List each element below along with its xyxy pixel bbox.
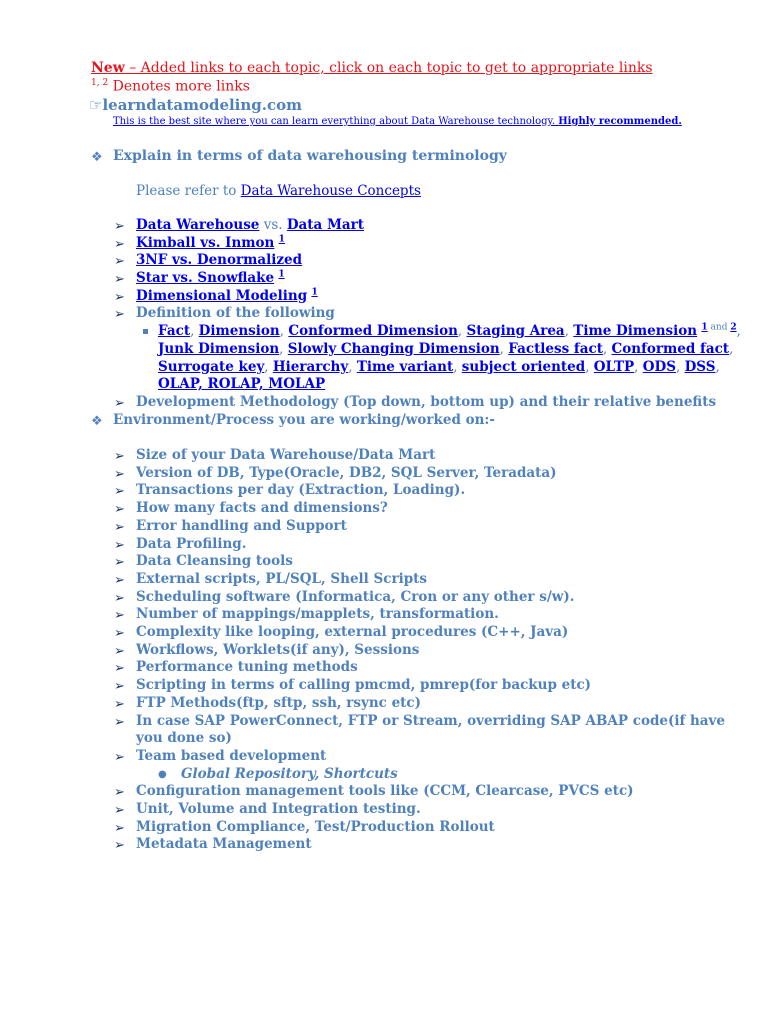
time-variant-link[interactable]: Time variant [356, 359, 454, 375]
list-item: Team based development [136, 747, 327, 764]
list-item: Scheduling software (Informatica, Cron or any other s/w). [136, 588, 575, 605]
list-item: FTP Methods(ftp, sftp, ssh, rsync etc) [136, 694, 422, 711]
list-item [136, 252, 302, 268]
arrow-bullet-icon: ➢ [114, 537, 125, 553]
more-links-note [91, 78, 250, 95]
section2-title: Environment/Process you are working/worked on:- [113, 412, 495, 428]
arrow-bullet-icon: ➢ [114, 555, 125, 571]
list-item: Size of your Data Warehouse/Data Mart [136, 447, 436, 463]
kimball-inmon-link[interactable]: Kimball vs. Inmon [136, 235, 275, 251]
olap-link[interactable]: OLAP, ROLAP, MOLAP [158, 376, 326, 392]
round-bullet-icon: ● [158, 768, 167, 780]
arrow-bullet-icon: ➢ [114, 254, 125, 269]
list-item: Performance tuning methods [136, 659, 358, 676]
dw-concepts-link[interactable]: Data Warehouse Concepts [240, 183, 421, 199]
diamond-bullet-icon: ❖ [91, 414, 103, 429]
time-dimension-link[interactable]: Time Dimension [573, 323, 698, 339]
arrow-bullet-icon: ➢ [114, 219, 125, 234]
arrow-bullet-icon: ➢ [114, 803, 125, 818]
list-item: Configuration management tools like (CCM, Clearcase, PVCS etc) [136, 783, 634, 800]
list-item [136, 235, 285, 251]
list-item: How many facts and dimensions? [136, 500, 388, 517]
junk-dimension-link[interactable]: Junk Dimension [158, 341, 280, 357]
terms-line-4 [158, 376, 325, 392]
list-item [136, 270, 285, 286]
vs-text: vs. [259, 217, 287, 233]
list-item: In case SAP PowerConnect, FTP or Stream, overriding SAP ABAP code(if have [136, 712, 725, 729]
more-links-marker: 1, 2 [91, 78, 109, 88]
factless-fact-link[interactable]: Factless fact [508, 341, 603, 357]
arrow-bullet-icon: ➢ [114, 820, 125, 836]
development-methodology: Development Methodology (Top down, bottom up) and their relative benefits [136, 394, 717, 410]
list-item: Unit, Volume and Integration testing. [136, 801, 421, 817]
list-item: Migration Compliance, Test/Production Rollout [136, 818, 495, 835]
arrow-bullet-icon: ➢ [114, 307, 125, 322]
kimball-more-link[interactable]: 1 [278, 234, 285, 245]
dimensional-modeling-link[interactable]: Dimensional Modeling [136, 288, 308, 304]
time-dim-more-link-2[interactable]: 2 [730, 322, 737, 333]
list-item: Metadata Management [136, 836, 312, 853]
site-desc-text[interactable]: This is the best site where you can learn everything about Data Warehouse technology. [113, 116, 559, 127]
surrogate-key-link[interactable]: Surrogate key [158, 359, 265, 375]
subject-oriented-link[interactable]: subject oriented [461, 359, 586, 375]
arrow-bullet-icon: ➢ [114, 696, 125, 712]
site-line [89, 96, 302, 114]
arrow-bullet-icon: ➢ [114, 749, 125, 765]
site-reco-text[interactable]: Highly recommended. [558, 116, 682, 127]
list-item: Data Cleansing tools [136, 553, 293, 570]
section1-title: Explain in terms of data warehousing terminology [113, 148, 507, 164]
arrow-bullet-icon: ➢ [114, 572, 125, 588]
conformed-fact-link[interactable]: Conformed fact [611, 341, 730, 357]
arrow-bullet-icon: ➢ [114, 785, 125, 801]
dss-link[interactable]: DSS [684, 359, 716, 375]
list-item: Error handling and Support [136, 517, 347, 534]
data-warehouse-link[interactable]: Data Warehouse [136, 217, 260, 233]
list-item: you done so) [136, 730, 232, 747]
and-text: and [707, 322, 731, 333]
list-item: Workflows, Worklets(if any), Sessions [136, 641, 420, 658]
scd-link[interactable]: Slowly Changing Dimension [287, 341, 500, 357]
list-item [136, 288, 318, 304]
list-item: External scripts, PL/SQL, Shell Scripts [136, 570, 427, 587]
arrow-bullet-icon: ➢ [114, 838, 125, 854]
refer-text: Please refer to [136, 183, 241, 199]
arrow-bullet-icon: ➢ [114, 714, 125, 730]
new-notice-text: – Added links to each topic, click on each topic to get to appropriate links [124, 60, 653, 76]
list-item: Data Profiling. [136, 535, 247, 552]
more-links-text: Denotes more links [108, 78, 250, 95]
fact-link[interactable]: Fact [158, 323, 191, 339]
arrow-bullet-icon: ➢ [114, 449, 125, 464]
star-snowflake-link[interactable]: Star vs. Snowflake [136, 270, 275, 286]
arrow-bullet-icon: ➢ [114, 237, 125, 252]
square-bullet-icon [143, 329, 148, 334]
list-item: Global Repository, Shortcuts [181, 765, 398, 782]
pointing-hand-icon: ☞ [89, 96, 103, 114]
new-label: New [91, 60, 125, 76]
ods-link[interactable]: ODS [642, 359, 676, 375]
list-item [136, 217, 364, 233]
time-dim-more-link-1[interactable]: 1 [701, 322, 708, 333]
list-item: Version of DB, Type(Oracle, DB2, SQL Server, Teradata) [136, 464, 557, 481]
refer-line [136, 183, 421, 199]
site-name-link[interactable]: learndatamodeling.com [102, 96, 303, 114]
arrow-bullet-icon: ➢ [114, 519, 125, 535]
arrow-bullet-icon: ➢ [114, 661, 125, 677]
data-mart-link[interactable]: Data Mart [286, 217, 365, 233]
arrow-bullet-icon: ➢ [114, 608, 125, 624]
star-more-link[interactable]: 1 [278, 269, 285, 280]
arrow-bullet-icon: ➢ [114, 466, 125, 482]
arrow-bullet-icon: ➢ [114, 502, 125, 518]
arrow-bullet-icon: ➢ [114, 679, 125, 695]
oltp-link[interactable]: OLTP [593, 359, 635, 375]
arrow-bullet-icon: ➢ [114, 396, 125, 411]
site-description [113, 116, 682, 127]
arrow-bullet-icon: ➢ [114, 290, 125, 305]
list-item: Transactions per day (Extraction, Loading). [136, 482, 466, 499]
list-item: Scripting in terms of calling pmcmd, pmrep(for backup etc) [136, 677, 592, 694]
arrow-bullet-icon: ➢ [114, 484, 125, 500]
terms-line-2: Junk Dimension, Slowly Changing Dimension, Factless fact, Conformed fact, [158, 341, 734, 357]
conformed-dimension-link[interactable]: Conformed Dimension [288, 323, 458, 339]
arrow-bullet-icon: ➢ [114, 643, 125, 659]
diamond-bullet-icon: ❖ [91, 150, 103, 165]
arrow-bullet-icon: ➢ [114, 626, 125, 641]
dim-more-link[interactable]: 1 [311, 287, 318, 298]
dimension-link[interactable]: Dimension [198, 323, 280, 339]
hierarchy-link[interactable]: Hierarchy [272, 359, 349, 375]
arrow-bullet-icon: ➢ [114, 590, 125, 606]
list-item: Number of mappings/mapplets, transformation. [136, 606, 499, 623]
staging-area-link[interactable]: Staging Area [466, 323, 565, 339]
terms-line-3: Surrogate key, Hierarchy, Time variant, subject oriented, OLTP, ODS, DSS, [158, 359, 720, 375]
definition-heading: Definition of the following [136, 305, 335, 321]
terms-line-1: Fact, Dimension, Conformed Dimension, Staging Area, Time Dimension $^1$ $^{and}$ $^2$, [158, 322, 741, 339]
list-item: Complexity like looping, external procedures (C++, Java) [136, 624, 569, 640]
arrow-bullet-icon: ➢ [114, 272, 125, 287]
3nf-denormalized-link[interactable]: 3NF vs. Denormalized [136, 252, 303, 268]
new-notice [91, 60, 653, 76]
